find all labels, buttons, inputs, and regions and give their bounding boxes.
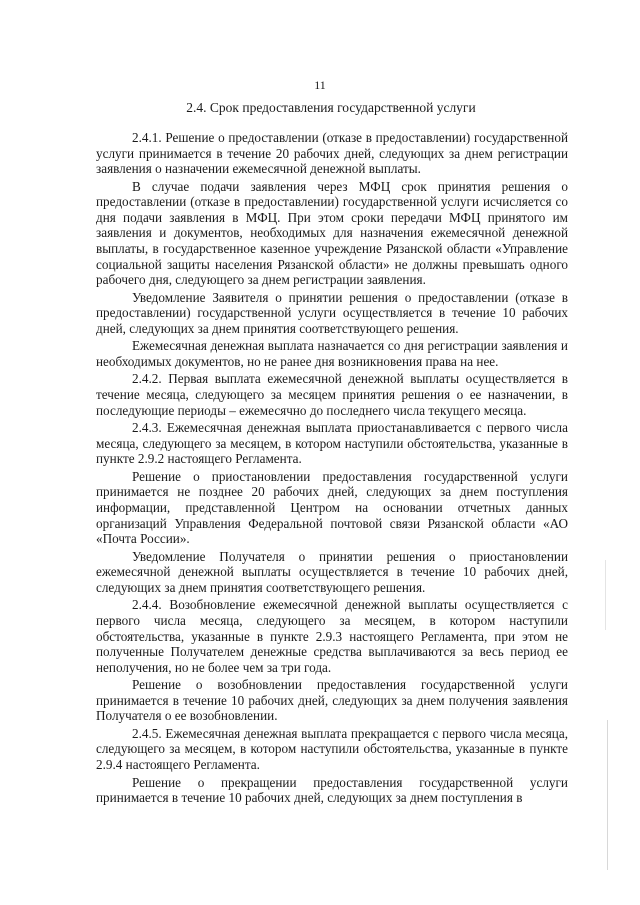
- page-number: 11: [314, 78, 326, 92]
- paragraph-2-4-1: 2.4.1. Решение о предоставлении (отказе в предоставлении) государственной услуги принимается в течение 20 рабочих дней, следующих за днем регистрации заявления о назначении ежемесячной денежной выплаты.: [96, 130, 568, 177]
- paragraph-mfc-submission: В случае подачи заявления через МФЦ срок принятия решения о предоставлении (отказе в предоставлении) государственной услуги исчисляется со дня подачи заявления в МФЦ. При этом сроки передачи МФЦ принятого им заявления и документов, необходимых для назначения ежемесячной денежной выплаты, в государственное казенное учреждение Рязанской области «Управление социальной защиты населения Рязанской области» не должны превышать одного рабочего дня, следующего за днем регистрации заявления.: [96, 178, 568, 288]
- section-title: 2.4. Срок предоставления государственной услуги: [186, 100, 476, 115]
- paragraph-2-4-4: 2.4.4. Возобновление ежемесячной денежной выплаты осуществляется с первого числа месяца, следующего за месяцем, в котором наступили обстоятельства, указанные в пункте 2.9.3 настоящего Регламента, при этом не полученные Получателем денежные средства выплачиваются за весь период ее неполучения, но не более чем за три года.: [96, 597, 568, 675]
- scan-edge-mark: [607, 720, 608, 870]
- paragraph-2-4-5: 2.4.5. Ежемесячная денежная выплата прекращается с первого числа месяца, следующего за месяцем, в котором наступили обстоятельства, указанные в пункте 2.9.4 настоящего Регламента.: [96, 725, 568, 773]
- paragraph-resumption-decision: Решение о возобновлении предоставления государственной услуги принимается в течение 10 рабочих дней, следующих за днем получения заявления Получателя о ее возобновлении.: [96, 677, 568, 724]
- paragraph-2-4-3: 2.4.3. Ежемесячная денежная выплата приостанавливается с первого числа месяца, следующего за месяцем, в котором наступили обстоятельства, указанные в пункте 2.9.2 настоящего Регламента.: [96, 420, 568, 467]
- paragraph-suspension-notification: Уведомление Получателя о принятии решения о приостановлении ежемесячной денежной выплаты осуществляется в течение 10 рабочих дней, следующих за днем принятия соответствующего решения.: [96, 548, 568, 595]
- document-body: [96, 130, 568, 808]
- paragraph-payment-assignment: Ежемесячная денежная выплата назначается со дня регистрации заявления и необходимых документов, но не ранее дня возникновения права на нее.: [96, 338, 568, 369]
- scan-edge-mark: [605, 560, 606, 630]
- paragraph-suspension-decision: Решение о приостановлении предоставления государственной услуги принимается не позднее 20 рабочих дней, следующих за днем поступления информации, представленной Центром на основании отчетных данных организаций Управления Федеральной почтовой связи Рязанской области «АО «Почта России».: [96, 468, 568, 547]
- paragraph-applicant-notification: Уведомление Заявителя о принятии решения о предоставлении (отказе в предоставлении) государственной услуги осуществляется в течение 10 рабочих дней, следующих за днем принятия соответствующего решения.: [96, 289, 568, 336]
- paragraph-termination-decision: Решение о прекращении предоставления государственной услуги принимается в течение 10 рабочих дней, следующих за днем поступления в: [96, 774, 568, 806]
- paragraph-2-4-2: 2.4.2. Первая выплата ежемесячной денежной выплаты осуществляется в течение месяца, следующего за месяцем принятия решения о ее назначении, в последующие периоды – ежемесячно до последнего числа текущего месяца.: [96, 371, 568, 418]
